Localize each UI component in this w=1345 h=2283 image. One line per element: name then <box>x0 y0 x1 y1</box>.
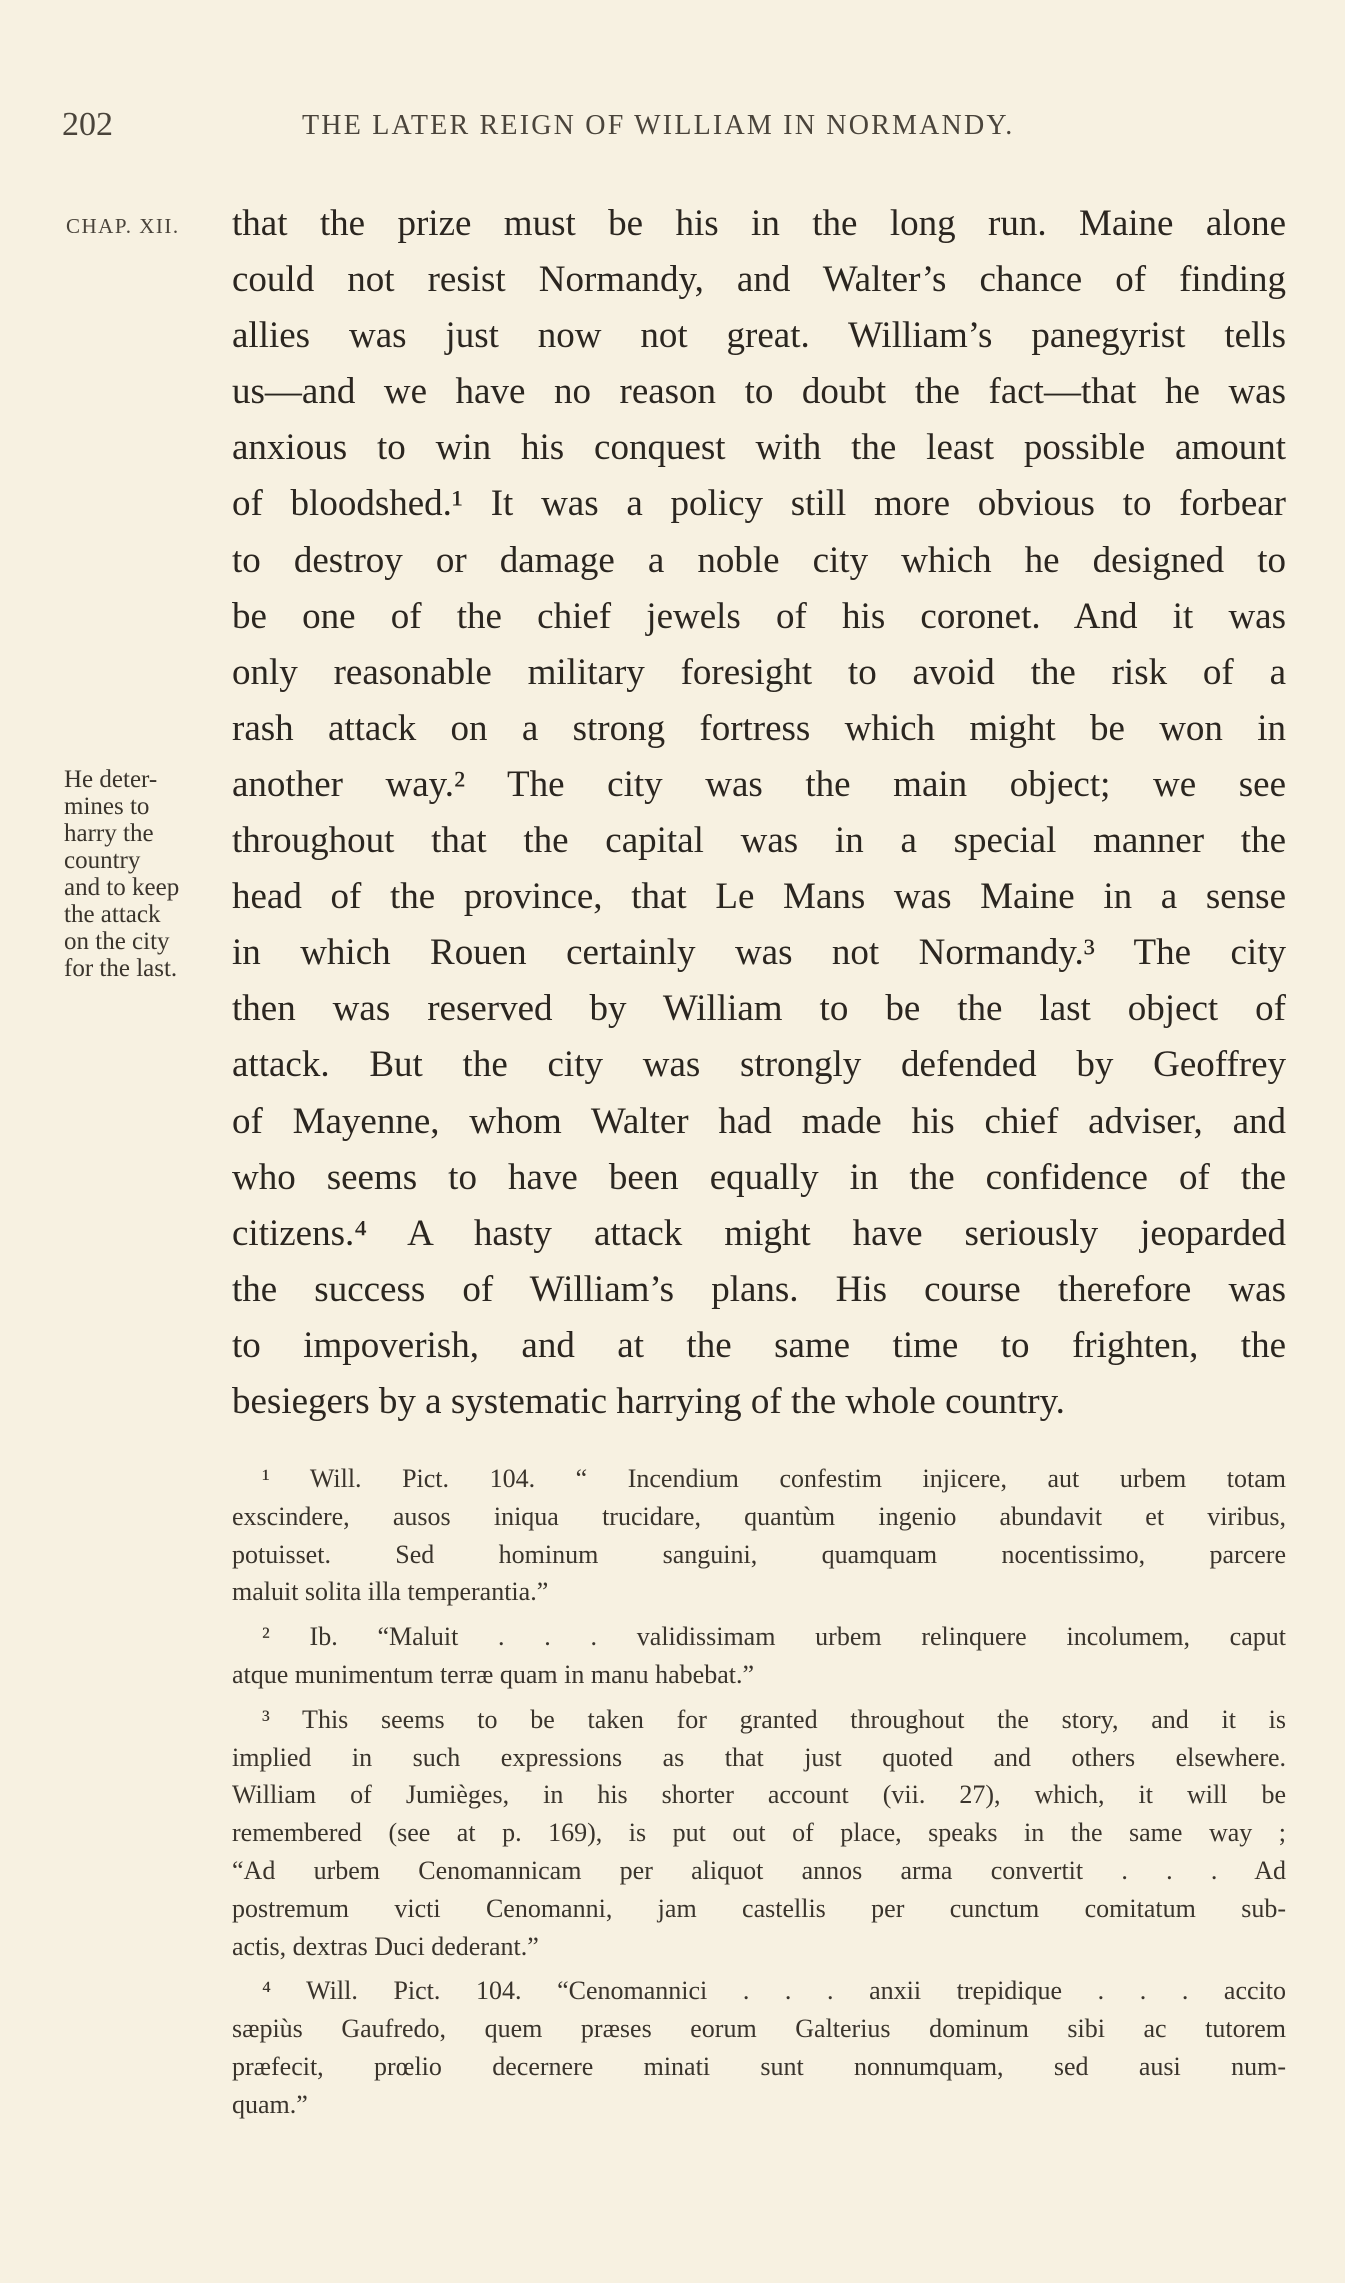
footnote-line: actis, dextras Duci dederant.” <box>232 1931 539 1961</box>
footnote-line: sæpiùs Gaufredo, quem præses eorum Galterius dominum sibi ac tutorem <box>232 2014 1286 2044</box>
body-line: then was reserved by William to be the last object of <box>232 988 1286 1030</box>
chapter-label: CHAP. XII. <box>66 214 180 238</box>
body-line: throughout that the capital was in a special manner the <box>232 820 1286 862</box>
body-line: another way.² The city was the main object; we see <box>232 763 1286 805</box>
body-line: allies was just now not great. William’s panegyrist tells <box>232 315 1286 357</box>
body-line: besiegers by a systematic harrying of the whole country. <box>232 1380 1065 1422</box>
footnote-line: potuisset. Sed hominum sanguini, quamquam nocentissimo, parcere <box>232 1539 1286 1569</box>
body-line: only reasonable military foresight to avoid the risk of a <box>232 651 1286 693</box>
body-line: to destroy or damage a noble city which he designed to <box>232 539 1286 581</box>
body-line: citizens.⁴ A hasty attack might have seriously jeoparded <box>232 1212 1286 1254</box>
footnote-2 <box>232 1618 1286 1694</box>
page-header <box>62 106 1252 156</box>
footnote-4 <box>232 1972 1286 2123</box>
body-line: of bloodshed.¹ It was a policy still more obvious to forbear <box>232 483 1286 525</box>
footnote-line: præfecit, prœlio decernere minati sunt nonnumquam, sed ausi num- <box>232 2051 1286 2081</box>
footnote-3 <box>232 1701 1286 1966</box>
marginal-note-line: and to keep <box>64 874 180 901</box>
marginal-note-line: on the city <box>64 928 170 955</box>
body-text <box>232 196 1286 1430</box>
footnote-line: ³ This seems to be taken for granted throughout the story, and it is <box>262 1704 1286 1734</box>
body-line: the success of William’s plans. His course therefore was <box>232 1268 1286 1310</box>
footnote-line: remembered (see at p. 169), is put out of place, speaks in the same way ; <box>232 1818 1286 1848</box>
footnote-line: ⁴ Will. Pict. 104. “Cenomannici . . . anxii trepidique . . . accito <box>262 1976 1286 2006</box>
footnote-line: William of Jumièges, in his shorter account (vii. 27), which, it will be <box>232 1780 1286 1810</box>
footnotes <box>232 1460 1286 2131</box>
marginal-note-line: country <box>64 847 141 874</box>
body-line: of Mayenne, whom Walter had made his chief adviser, and <box>232 1100 1286 1142</box>
footnote-line: ² Ib. “Maluit . . . validissimam urbem relinquere incolumem, caput <box>262 1622 1286 1652</box>
body-line: to impoverish, and at the same time to frighten, the <box>232 1324 1286 1366</box>
marginal-note-line: mines to <box>64 793 150 820</box>
page-number: 202 <box>62 106 113 143</box>
body-line: in which Rouen certainly was not Normandy.³ The city <box>232 932 1286 974</box>
footnote-line: quam.” <box>232 2089 308 2119</box>
body-line: who seems to have been equally in the confidence of the <box>232 1156 1286 1198</box>
footnote-line: maluit solita illa temperantia.” <box>232 1577 549 1607</box>
footnote-line: exscindere, ausos iniqua trucidare, quantùm ingenio abundavit et viribus, <box>232 1501 1286 1531</box>
footnote-line: implied in such expressions as that just quoted and others elsewhere. <box>232 1742 1286 1772</box>
marginal-note <box>64 766 234 982</box>
body-line: rash attack on a strong fortress which might be won in <box>232 707 1286 749</box>
footnote-1 <box>232 1460 1286 1611</box>
marginal-note-line: He deter- <box>64 766 158 793</box>
body-line: be one of the chief jewels of his coronet. And it was <box>232 595 1286 637</box>
marginal-note-line: harry the <box>64 820 154 847</box>
body-line: anxious to win his conquest with the least possible amount <box>232 427 1286 469</box>
marginal-note-line: the attack <box>64 901 161 928</box>
running-head: THE LATER REIGN OF WILLIAM IN NORMANDY. <box>302 110 1015 141</box>
body-line: that the prize must be his in the long run. Maine alone <box>232 203 1286 244</box>
footnote-line: postremum victi Cenomanni, jam castellis per cunctum comitatum sub- <box>232 1893 1286 1923</box>
body-line: head of the province, that Le Mans was Maine in a sense <box>232 876 1286 918</box>
footnote-line: “Ad urbem Cenomannicam per aliquot annos arma convertit . . . Ad <box>232 1855 1286 1885</box>
footnote-line: ¹ Will. Pict. 104. “ Incendium confestim injicere, aut urbem totam <box>262 1464 1286 1493</box>
body-line: could not resist Normandy, and Walter’s chance of finding <box>232 259 1286 301</box>
marginal-note-line: for the last. <box>64 955 178 982</box>
body-line: attack. But the city was strongly defended by Geoffrey <box>232 1044 1286 1086</box>
footnote-line: atque munimentum terræ quam in manu habebat.” <box>232 1659 755 1689</box>
body-line: us—and we have no reason to doubt the fact—that he was <box>232 371 1286 413</box>
